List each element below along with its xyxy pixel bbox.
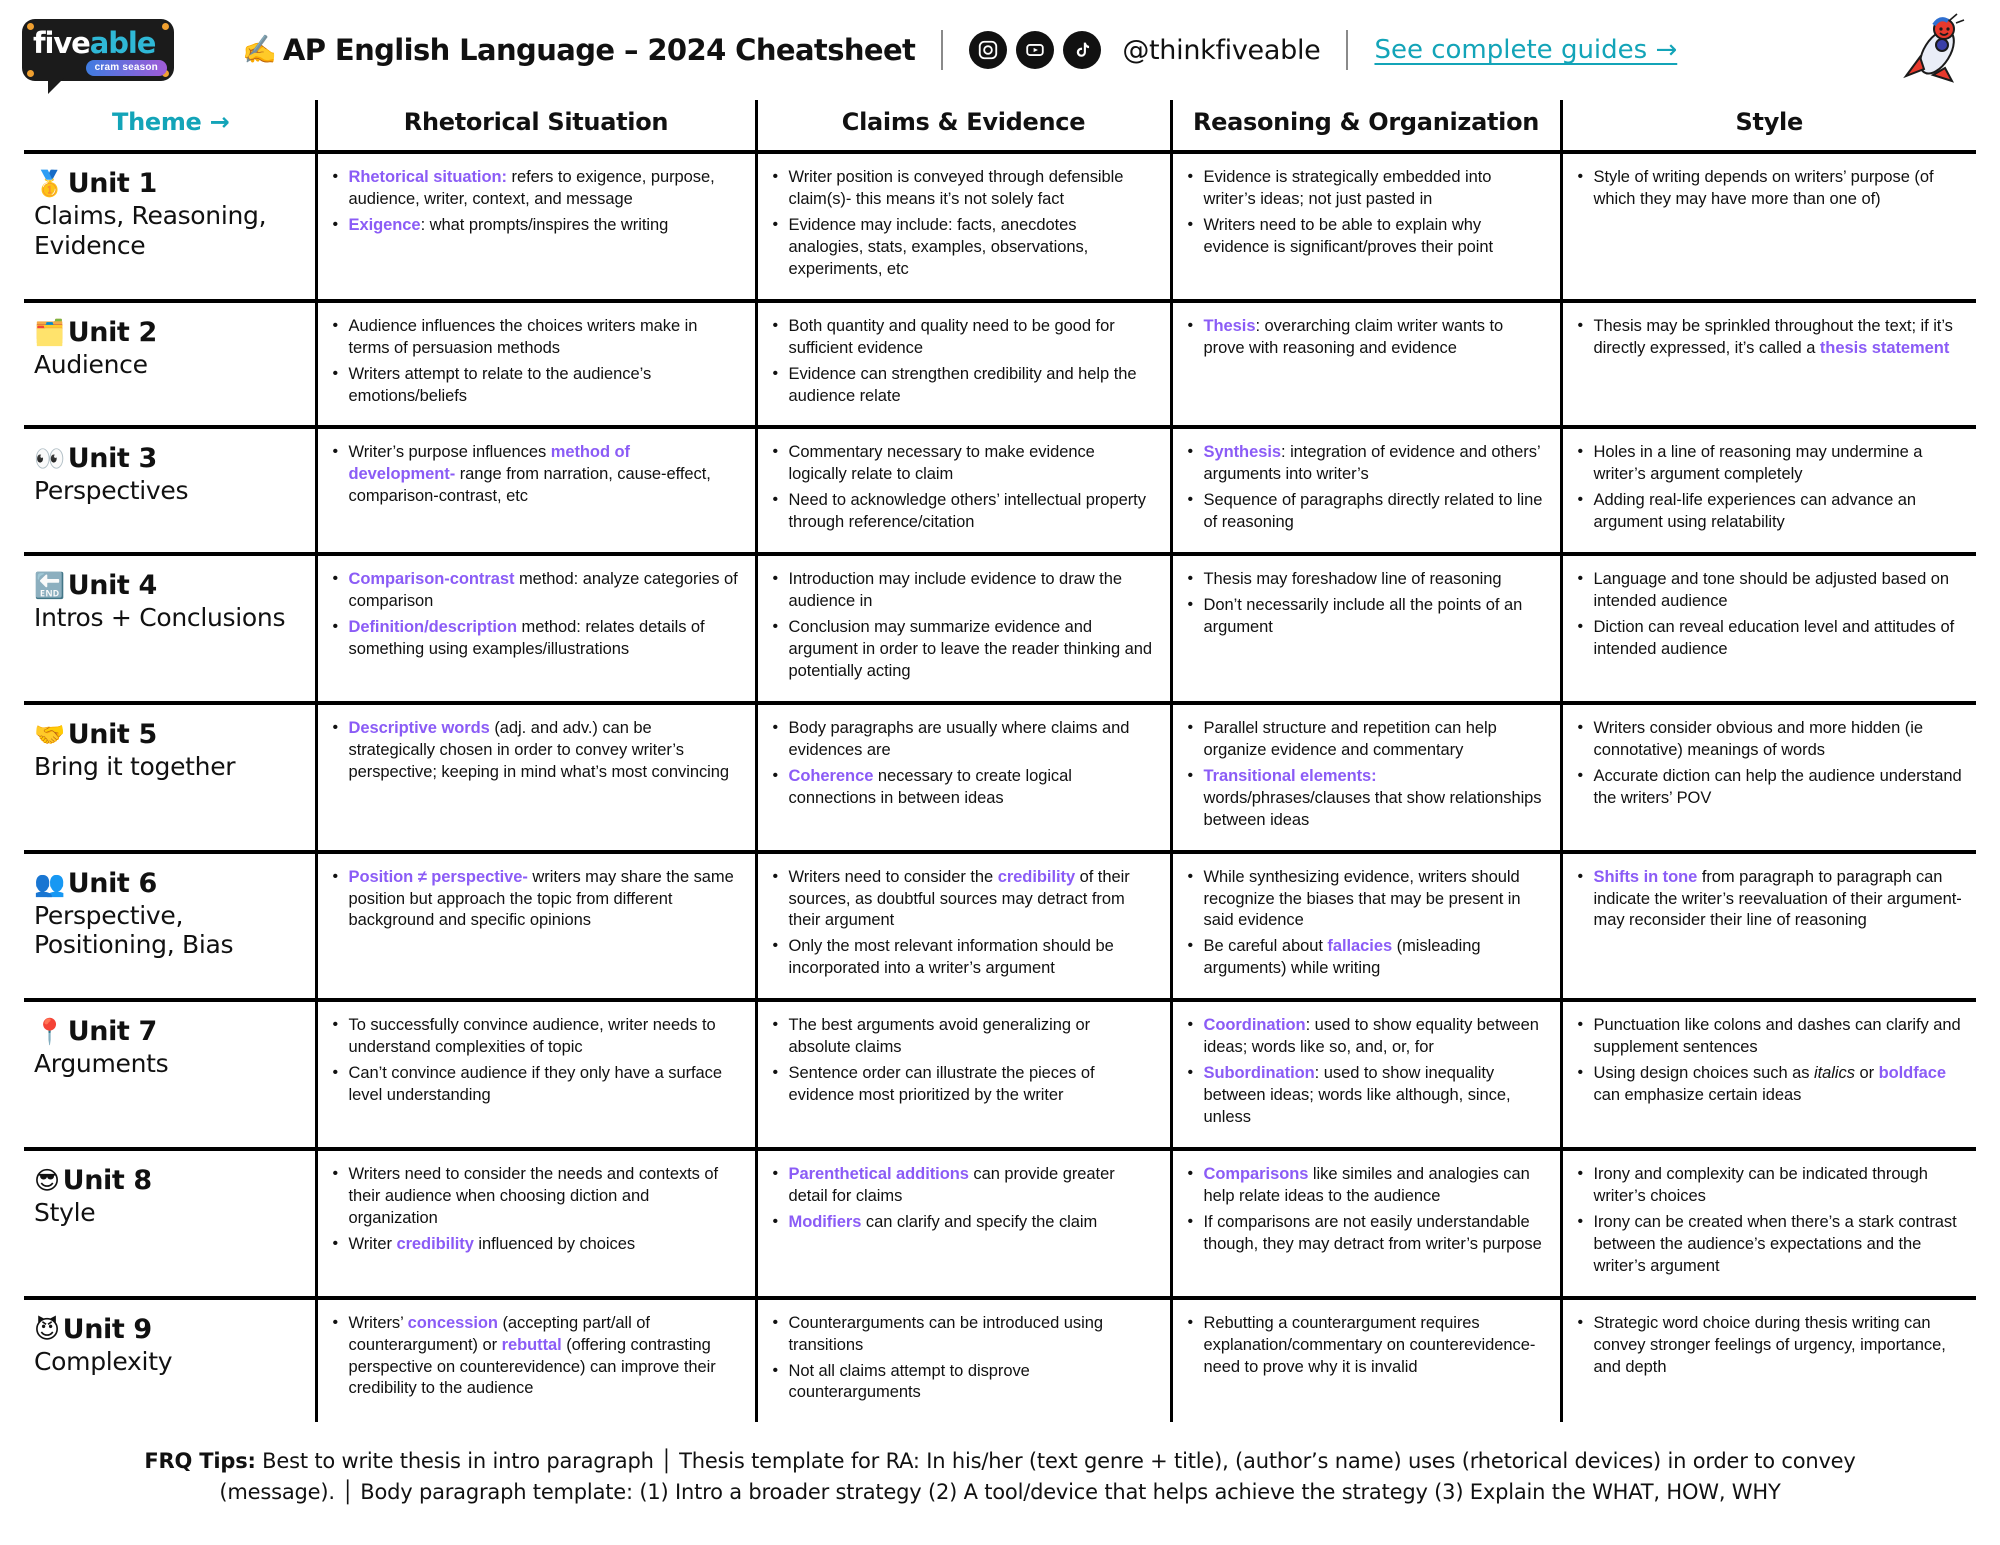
style-list	[1575, 1313, 1963, 1379]
bullet-item: • Adding real-life experiences can advance an argument using relatability	[1575, 490, 1963, 534]
frq-tips-footer	[0, 1446, 2000, 1507]
bullet-item: • Both quantity and quality need to be good for sufficient evidence	[770, 316, 1156, 360]
unit-number: Unit 4	[67, 570, 157, 602]
cell-style	[1561, 427, 1976, 554]
style-list	[1575, 867, 1963, 933]
table-header-row	[24, 100, 1976, 152]
rocket-icon	[1890, 13, 1968, 87]
unit-number: Unit 6	[67, 867, 157, 899]
column-header-style: Style	[1561, 100, 1976, 152]
bullet-item: • Using design choices such as italics or boldface can emphasize certain ideas	[1575, 1063, 1963, 1107]
unit-title-row	[34, 1165, 301, 1196]
cell-claims-evidence	[756, 1000, 1171, 1149]
bullet-item: • Descriptive words (adj. and adv.) can be strategically chosen in order to convey writer’s perspective; keeping in mind what’s most convincing	[330, 718, 741, 784]
writing-hand-icon: ✍️	[242, 34, 277, 65]
divider	[1346, 30, 1348, 70]
bullet-item: • Irony and complexity can be indicated through writer’s choices	[1575, 1164, 1963, 1208]
bullet-item: • Thesis: overarching claim writer wants to prove with reasoning and evidence	[1185, 316, 1546, 360]
bullet-item: • Evidence can strengthen credibility and help the audience relate	[770, 364, 1156, 408]
cell-style	[1561, 554, 1976, 703]
unit-number: Unit 3	[67, 443, 157, 475]
bullet-item: • Comparisons like similes and analogies can help relate ideas to the audience	[1185, 1164, 1546, 1208]
unit-subtitle: Perspective, Positioning, Bias	[34, 900, 234, 960]
bullet-item: • Writer position is conveyed through defensible claim(s)- this means it’s not solely fact	[770, 167, 1156, 211]
style-list	[1575, 167, 1963, 211]
unit-emoji-icon: 🔚	[34, 571, 65, 601]
claims-list	[770, 1164, 1156, 1234]
table-header	[24, 100, 1976, 152]
reasoning-list	[1185, 1313, 1546, 1379]
style-list	[1575, 442, 1963, 534]
unit-emoji-icon: 🗂️	[34, 317, 65, 347]
logo-speech-tail	[48, 78, 64, 94]
reasoning-list	[1185, 1164, 1546, 1256]
logo-dot-icon	[27, 70, 34, 77]
cell-reasoning-organization	[1171, 152, 1561, 301]
reasoning-list	[1185, 442, 1546, 534]
cell-rhetorical-situation	[316, 554, 756, 703]
page-header	[0, 0, 2000, 100]
logo-wordmark	[33, 26, 155, 60]
claims-list	[770, 316, 1156, 408]
claims-list	[770, 718, 1156, 810]
table-row	[24, 301, 1976, 428]
bullet-item: • Don’t necessarily include all the points of an argument	[1185, 595, 1546, 639]
bullet-item: • The best arguments avoid generalizing or absolute claims	[770, 1015, 1156, 1059]
cell-rhetorical-situation	[316, 1000, 756, 1149]
frq-tips-line-2: (message). │ Body paragraph template: (1) Intro a broader strategy (2) A tool/device that helps achieve the strategy (3) Explain the WHAT, HOW, WHY	[219, 1479, 1781, 1504]
unit-cell-6	[24, 852, 316, 1001]
reasoning-list	[1185, 167, 1546, 259]
unit-title-row	[34, 1016, 301, 1047]
bullet-item: • Rhetorical situation: refers to exigence, purpose, audience, writer, context, and message	[330, 167, 741, 211]
cell-claims-evidence	[756, 427, 1171, 554]
rhetorical-list	[330, 167, 741, 237]
instagram-icon[interactable]	[969, 31, 1007, 69]
cheatsheet-body	[0, 100, 2000, 1422]
table-row	[24, 852, 1976, 1001]
unit-subtitle: Claims, Reasoning, Evidence	[34, 201, 267, 260]
rhetorical-list	[330, 1313, 741, 1401]
bullet-item: • Evidence is strategically embedded into writer’s ideas; not just pasted in	[1185, 167, 1546, 211]
unit-emoji-icon: 👀	[34, 444, 65, 474]
logo-word-able: able	[89, 26, 156, 60]
bullet-item: • Coherence necessary to create logical connections in between ideas	[770, 766, 1156, 810]
column-header-rhetorical-situation: Rhetorical Situation	[316, 100, 756, 152]
table-row	[24, 1149, 1976, 1298]
cell-style	[1561, 852, 1976, 1001]
bullet-item: • Language and tone should be adjusted based on intended audience	[1575, 569, 1963, 613]
logo-word-five: five	[33, 26, 90, 60]
claims-list	[770, 1313, 1156, 1405]
unit-title-row	[34, 443, 301, 474]
divider	[941, 30, 943, 70]
bullet-item: • Rebutting a counterargument requires explanation/commentary on counterevidence- need to prove why it is invalid	[1185, 1313, 1546, 1379]
cell-claims-evidence	[756, 703, 1171, 852]
rhetorical-list	[330, 569, 741, 661]
bullet-item: • Introduction may include evidence to draw the audience in	[770, 569, 1156, 613]
unit-emoji-icon: 📍	[34, 1017, 65, 1047]
bullet-item: • Shifts in tone from paragraph to paragraph can indicate the writer’s reevaluation of their argument- may reconsider their line of reasoning	[1575, 867, 1963, 933]
unit-subtitle: Audience	[34, 349, 148, 379]
bullet-item: • Comparison-contrast method: analyze categories of comparison	[330, 569, 741, 613]
unit-subtitle: Complexity	[34, 1346, 173, 1376]
cell-claims-evidence	[756, 301, 1171, 428]
rhetorical-list	[330, 718, 741, 784]
bullet-item: • Position ≠ perspective- writers may share the same position but approach the topic from different background and specific opinions	[330, 867, 741, 933]
tiktok-icon[interactable]	[1063, 31, 1101, 69]
reasoning-list	[1185, 867, 1546, 981]
bullet-item: • Body paragraphs are usually where claims and evidences are	[770, 718, 1156, 762]
unit-number: Unit 8	[62, 1164, 152, 1196]
table-row	[24, 1298, 1976, 1423]
rhetorical-list	[330, 1015, 741, 1107]
cell-style	[1561, 1298, 1976, 1423]
bullet-item: • Definition/description method: relates details of something using examples/illustrations	[330, 617, 741, 661]
unit-emoji-icon: 😈	[34, 1314, 60, 1344]
reasoning-list	[1185, 569, 1546, 639]
bullet-item: • Diction can reveal education level and attitudes of intended audience	[1575, 617, 1963, 661]
cell-reasoning-organization	[1171, 301, 1561, 428]
bullet-item: • Only the most relevant information should be incorporated into a writer’s argument	[770, 936, 1156, 980]
page-title: AP English Language – 2024 Cheatsheet	[282, 33, 916, 67]
unit-cell-9	[24, 1298, 316, 1423]
title-group	[242, 33, 915, 67]
column-header-reasoning-organization: Reasoning & Organization	[1171, 100, 1561, 152]
unit-subtitle: Intros + Conclusions	[34, 603, 286, 633]
bullet-item: • Writers attempt to relate to the audience’s emotions/beliefs	[330, 364, 741, 408]
cell-claims-evidence	[756, 1298, 1171, 1423]
social-links	[969, 31, 1320, 69]
claims-list	[770, 1015, 1156, 1107]
unit-cell-3	[24, 427, 316, 554]
cell-style	[1561, 1149, 1976, 1298]
reasoning-list	[1185, 1015, 1546, 1129]
unit-title-row	[34, 317, 301, 348]
logo-dot-icon	[162, 23, 169, 30]
bullet-item: • Writers need to be able to explain why evidence is significant/proves their point	[1185, 215, 1546, 259]
claims-list	[770, 867, 1156, 981]
cell-claims-evidence	[756, 554, 1171, 703]
bullet-item: • Accurate diction can help the audience understand the writers’ POV	[1575, 766, 1963, 810]
bullet-item: • Sentence order can illustrate the pieces of evidence most prioritized by the writer	[770, 1063, 1156, 1107]
bullet-item: • Writers consider obvious and more hidden (ie connotative) meanings of words	[1575, 718, 1963, 762]
cell-reasoning-organization	[1171, 852, 1561, 1001]
cell-reasoning-organization	[1171, 554, 1561, 703]
unit-emoji-icon: 🥇	[34, 169, 65, 199]
cell-rhetorical-situation	[316, 1298, 756, 1423]
unit-number: Unit 5	[67, 718, 157, 750]
unit-number: Unit 7	[67, 1016, 157, 1048]
bullet-item: • Parallel structure and repetition can help organize evidence and commentary	[1185, 718, 1546, 762]
bullet-item: • Writers’ concession (accepting part/all of counterargument) or rebuttal (offering contrasting perspective on counterevidence) can improve their credibility to the audience	[330, 1313, 741, 1401]
see-complete-guides-link[interactable]: See complete guides →	[1374, 35, 1678, 65]
style-list	[1575, 1015, 1963, 1107]
bullet-item: • Irony can be created when there’s a stark contrast between the audience’s expectations and the writer’s argument	[1575, 1212, 1963, 1278]
bullet-item: • Punctuation like colons and dashes can clarify and supplement sentences	[1575, 1015, 1963, 1059]
cell-rhetorical-situation	[316, 427, 756, 554]
reasoning-list	[1185, 718, 1546, 832]
cell-reasoning-organization	[1171, 427, 1561, 554]
bullet-item: • Subordination: used to show inequality between ideas; words like although, since, unless	[1185, 1063, 1546, 1129]
style-list	[1575, 718, 1963, 810]
bullet-item: • Can’t convince audience if they only have a surface level understanding	[330, 1063, 741, 1107]
unit-number: Unit 1	[67, 168, 157, 199]
cell-rhetorical-situation	[316, 852, 756, 1001]
table-row	[24, 554, 1976, 703]
claims-list	[770, 569, 1156, 683]
unit-title-row	[34, 719, 301, 750]
bullet-item: • Be careful about fallacies (misleading arguments) while writing	[1185, 936, 1546, 980]
style-list	[1575, 569, 1963, 661]
unit-cell-7	[24, 1000, 316, 1149]
bullet-item: • Coordination: used to show equality between ideas; words like so, and, or, for	[1185, 1015, 1546, 1059]
unit-emoji-icon: 😎	[34, 1165, 60, 1195]
unit-cell-5	[24, 703, 316, 852]
unit-subtitle: Arguments	[34, 1049, 169, 1079]
column-header-claims-evidence: Claims & Evidence	[756, 100, 1171, 152]
cell-style	[1561, 152, 1976, 301]
unit-title-row	[34, 868, 301, 899]
cell-rhetorical-situation	[316, 703, 756, 852]
cell-reasoning-organization	[1171, 1000, 1561, 1149]
style-list	[1575, 1164, 1963, 1278]
bullet-item: • Counterarguments can be introduced using transitions	[770, 1313, 1156, 1357]
rhetorical-list	[330, 316, 741, 408]
frq-tips-label: FRQ Tips:	[144, 1449, 256, 1474]
bullet-item: • Modifiers can clarify and specify the claim	[770, 1212, 1156, 1234]
unit-title-row	[34, 570, 301, 601]
unit-cell-8	[24, 1149, 316, 1298]
bullet-item: • To successfully convince audience, writer needs to understand complexities of topic	[330, 1015, 741, 1059]
bullet-item: • Holes in a line of reasoning may undermine a writer’s argument completely	[1575, 442, 1963, 486]
cell-claims-evidence	[756, 1149, 1171, 1298]
fiveable-logo[interactable]	[22, 19, 174, 81]
bullet-item: • Writers need to consider the credibility of their sources, as doubtful sources may detract from their argument	[770, 867, 1156, 933]
unit-subtitle: Bring it together	[34, 751, 236, 781]
unit-number: Unit 2	[67, 316, 157, 348]
frq-tips-line-1	[120, 1446, 1880, 1476]
rhetorical-list	[330, 442, 741, 508]
unit-emoji-icon: 👥	[34, 868, 65, 898]
bullet-item: • Style of writing depends on writers’ purpose (of which they may have more than one of)	[1575, 167, 1963, 211]
bullet-item: • If comparisons are not easily understandable though, they may detract from writer’s purpose	[1185, 1212, 1546, 1256]
youtube-icon[interactable]	[1016, 31, 1054, 69]
rhetorical-list	[330, 867, 741, 933]
social-handle: @thinkfiveable	[1122, 34, 1321, 66]
style-list	[1575, 316, 1963, 360]
unit-subtitle: Perspectives	[34, 476, 189, 506]
column-header-theme: Theme →	[24, 100, 316, 152]
cell-rhetorical-situation	[316, 152, 756, 301]
unit-cell-4	[24, 554, 316, 703]
bullet-item: • Writer credibility influenced by choices	[330, 1234, 741, 1256]
cell-reasoning-organization	[1171, 703, 1561, 852]
bullet-item: • Writer’s purpose influences method of development- range from narration, cause-effect, comparison-contrast, etc	[330, 442, 741, 508]
bullet-item: • Strategic word choice during thesis writing can convey stronger feelings of urgency, importance, and depth	[1575, 1313, 1963, 1379]
bullet-item: • Conclusion may summarize evidence and argument in order to leave the reader thinking and potentially acting	[770, 617, 1156, 683]
rhetorical-list	[330, 1164, 741, 1256]
unit-cell-1	[24, 152, 316, 301]
bullet-item: • Audience influences the choices writers make in terms of persuasion methods	[330, 316, 741, 360]
cell-style	[1561, 703, 1976, 852]
cell-style	[1561, 301, 1976, 428]
bullet-item: • Evidence may include: facts, anecdotes analogies, stats, examples, observations, experiments, etc	[770, 215, 1156, 281]
bullet-item: • Writers need to consider the needs and contexts of their audience when choosing diction and organization	[330, 1164, 741, 1230]
bullet-item: • Thesis may be sprinkled throughout the text; if it’s directly expressed, it’s called a thesis statement	[1575, 316, 1963, 360]
claims-list	[770, 442, 1156, 534]
cell-reasoning-organization	[1171, 1298, 1561, 1423]
claims-list	[770, 167, 1156, 281]
table-row	[24, 703, 1976, 852]
logo-tagline: cram season	[86, 60, 167, 76]
unit-subtitle: Style	[34, 1197, 96, 1227]
unit-title-row	[34, 1314, 301, 1345]
unit-cell-2	[24, 301, 316, 428]
cheatsheet-table	[24, 100, 1976, 1422]
bullet-item: • Transitional elements: words/phrases/clauses that show relationships between ideas	[1185, 766, 1546, 832]
bullet-item: • While synthesizing evidence, writers should recognize the biases that may be present in said evidence	[1185, 867, 1546, 933]
cell-reasoning-organization	[1171, 1149, 1561, 1298]
unit-title-row	[34, 168, 301, 199]
frq-tips-text-1: Best to write thesis in intro paragraph │ Thesis template for RA: In his/her (text genre + title), (author’s name) uses (rhetorical devices) in order to convey	[255, 1449, 1856, 1474]
table-row	[24, 1000, 1976, 1149]
bullet-item: • Need to acknowledge others’ intellectual property through reference/citation	[770, 490, 1156, 534]
bullet-item: • Commentary necessary to make evidence logically relate to claim	[770, 442, 1156, 486]
bullet-item: • Sequence of paragraphs directly related to line of reasoning	[1185, 490, 1546, 534]
cell-claims-evidence	[756, 852, 1171, 1001]
unit-emoji-icon: 🤝	[34, 719, 65, 749]
table-row	[24, 427, 1976, 554]
table-body	[24, 152, 1976, 1422]
reasoning-list	[1185, 316, 1546, 360]
bullet-item: • Parenthetical additions can provide greater detail for claims	[770, 1164, 1156, 1208]
cell-claims-evidence	[756, 152, 1171, 301]
bullet-item: • Thesis may foreshadow line of reasoning	[1185, 569, 1546, 591]
unit-number: Unit 9	[62, 1313, 152, 1345]
bullet-item: • Exigence: what prompts/inspires the writing	[330, 215, 741, 237]
cell-rhetorical-situation	[316, 1149, 756, 1298]
cell-rhetorical-situation	[316, 301, 756, 428]
bullet-item: • Not all claims attempt to disprove counterarguments	[770, 1361, 1156, 1405]
table-row	[24, 152, 1976, 301]
cell-style	[1561, 1000, 1976, 1149]
bullet-item: • Synthesis: integration of evidence and others’ arguments into writer’s	[1185, 442, 1546, 486]
